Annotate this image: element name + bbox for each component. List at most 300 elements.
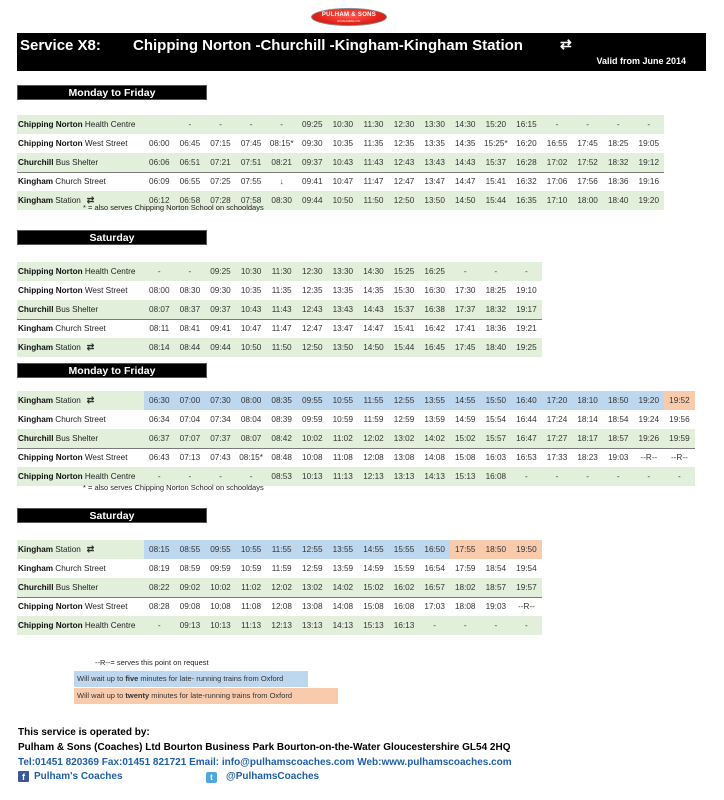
time-cell: 11:13	[328, 467, 359, 486]
time-cell: -	[511, 262, 542, 281]
time-cell: 09:02	[175, 578, 206, 597]
timetable-row	[17, 597, 542, 616]
timetable-row	[17, 616, 542, 635]
time-cell: -	[542, 467, 573, 486]
time-cell: 15:55	[389, 540, 420, 559]
time-cell: 16:54	[419, 559, 450, 578]
time-cell: 06:09	[144, 172, 175, 191]
time-cell: 16:08	[389, 597, 420, 616]
rail-symbol-icon: ⇄	[86, 544, 95, 554]
time-cell: 13:13	[297, 616, 328, 635]
time-cell: -	[634, 467, 665, 486]
time-cell: 12:13	[358, 467, 389, 486]
time-cell: 10:43	[236, 300, 267, 319]
time-cell: -	[175, 467, 206, 486]
time-cell: --R--	[664, 448, 695, 467]
time-cell: 18:25	[481, 281, 512, 300]
time-cell: 19:16	[634, 172, 665, 191]
time-cell: 13:30	[328, 262, 359, 281]
time-cell: 14:47	[358, 319, 389, 338]
time-cell: 09:13	[175, 616, 206, 635]
time-cell: 16:32	[511, 172, 542, 191]
time-cell: 09:25	[297, 115, 328, 134]
time-cell: 11:30	[266, 262, 297, 281]
time-cell: 07:04	[175, 410, 206, 429]
time-cell: ↓	[266, 172, 297, 191]
time-cell: 08:53	[266, 467, 297, 486]
stop-name: Chipping Norton Health Centre	[17, 616, 144, 635]
time-cell: 11:50	[266, 338, 297, 357]
time-cell: 18:36	[603, 172, 634, 191]
time-cell: 15:44	[481, 191, 512, 210]
time-cell: 08:15	[144, 540, 175, 559]
time-cell: 15:54	[481, 410, 512, 429]
time-cell: 08:30	[266, 191, 297, 210]
time-cell: 07:30	[205, 391, 236, 410]
time-cell: 06:55	[175, 172, 206, 191]
timetable-row	[17, 338, 542, 357]
rail-symbol-icon: ⇄	[86, 342, 95, 352]
time-cell: 13:13	[389, 467, 420, 486]
time-cell: 12:43	[389, 153, 420, 172]
time-cell: 09:44	[205, 338, 236, 357]
time-cell: 10:30	[236, 262, 267, 281]
time-cell: 15:59	[389, 559, 420, 578]
operated-by-label: This service is operated by:	[18, 727, 150, 738]
time-cell: 15:37	[389, 300, 420, 319]
time-cell: 09:37	[205, 300, 236, 319]
time-cell: -	[144, 616, 175, 635]
time-cell: 14:02	[419, 429, 450, 448]
school-note: * = also serves Chipping Norton School on schooldays	[83, 203, 264, 212]
time-cell: 15:02	[450, 429, 481, 448]
time-cell: 14:55	[358, 540, 389, 559]
time-cell: 11:35	[358, 134, 389, 153]
wait-twenty-legend: Will wait up to twenty minutes for late-running trains from Oxford	[74, 688, 338, 704]
time-cell: 16:13	[389, 616, 420, 635]
stop-name: Kingham Church Street	[17, 172, 144, 191]
time-cell: 08:14	[144, 338, 175, 357]
time-cell: 17:33	[542, 448, 573, 467]
time-cell: 07:55	[236, 172, 267, 191]
time-cell: 06:45	[175, 134, 206, 153]
time-cell: 10:30	[328, 115, 359, 134]
stop-name: Kingham Church Street	[17, 559, 144, 578]
time-cell: 12:55	[389, 391, 420, 410]
time-cell: 12:47	[389, 172, 420, 191]
time-cell: 15:57	[481, 429, 512, 448]
time-cell: 14:30	[358, 262, 389, 281]
time-cell: 15:08	[358, 597, 389, 616]
outbound-saturday-heading: Saturday	[17, 230, 207, 245]
time-cell: 15:41	[389, 319, 420, 338]
time-cell	[144, 115, 175, 134]
time-cell: 17:03	[419, 597, 450, 616]
time-cell: 11:08	[328, 448, 359, 467]
time-cell: 15:25	[389, 262, 420, 281]
time-cell: 18:40	[603, 191, 634, 210]
time-cell: 14:35	[358, 281, 389, 300]
time-cell: 10:47	[236, 319, 267, 338]
time-cell: 15:25*	[481, 134, 512, 153]
time-cell: 08:48	[266, 448, 297, 467]
time-cell: 11:47	[358, 172, 389, 191]
time-cell: 18:36	[481, 319, 512, 338]
twitter-icon: t	[206, 772, 217, 783]
time-cell: -	[450, 262, 481, 281]
time-cell: 17:52	[572, 153, 603, 172]
stop-name: Chipping Norton Health Centre	[17, 262, 144, 281]
time-cell: 19:21	[511, 319, 542, 338]
time-cell: 09:30	[297, 134, 328, 153]
time-cell: 13:08	[297, 597, 328, 616]
time-cell: 15:13	[450, 467, 481, 486]
time-cell: 10:02	[205, 578, 236, 597]
time-cell: 19:10	[511, 281, 542, 300]
time-cell: 15:37	[481, 153, 512, 172]
time-cell: -	[236, 115, 267, 134]
time-cell: 14:43	[450, 153, 481, 172]
time-cell: 10:55	[328, 391, 359, 410]
time-cell: 07:13	[175, 448, 206, 467]
time-cell: 09:08	[175, 597, 206, 616]
service-number: Service X8:	[20, 37, 101, 54]
time-cell: 16:38	[419, 300, 450, 319]
stop-name: Chipping Norton West Street	[17, 448, 144, 467]
time-cell: 11:43	[266, 300, 297, 319]
time-cell: 16:03	[481, 448, 512, 467]
time-cell: 06:34	[144, 410, 175, 429]
time-cell: 19:50	[511, 540, 542, 559]
time-cell: 19:24	[634, 410, 665, 429]
time-cell: 08:11	[144, 319, 175, 338]
time-cell: 15:41	[481, 172, 512, 191]
stop-name: Chipping Norton Health Centre	[17, 115, 144, 134]
time-cell: 11:35	[266, 281, 297, 300]
time-cell: 08:41	[175, 319, 206, 338]
time-cell: 11:02	[328, 429, 359, 448]
time-cell: 12:02	[358, 429, 389, 448]
valid-from: Valid from June 2014	[596, 56, 686, 66]
logo-text: PULHAM & SONS	[321, 11, 377, 18]
time-cell: -	[572, 115, 603, 134]
stop-name: Chipping Norton West Street	[17, 134, 144, 153]
time-cell: 10:55	[236, 540, 267, 559]
time-cell: 16:30	[419, 281, 450, 300]
stop-name: Churchill Bus Shelter	[17, 153, 144, 172]
time-cell: 17:02	[542, 153, 573, 172]
time-cell: 11:08	[236, 597, 267, 616]
time-cell: 11:50	[358, 191, 389, 210]
time-cell: 18:23	[572, 448, 603, 467]
time-cell: 18:54	[481, 559, 512, 578]
time-cell: 16:45	[419, 338, 450, 357]
route-title: Chipping Norton -Churchill -Kingham-Kingham Station	[133, 37, 523, 54]
time-cell: 10:50	[236, 338, 267, 357]
twitter-link[interactable]: t @PulhamsCoaches	[206, 771, 319, 783]
time-cell: 07:00	[175, 391, 206, 410]
time-cell: 13:50	[328, 338, 359, 357]
time-cell: 15:50	[481, 391, 512, 410]
time-cell: 12:13	[266, 616, 297, 635]
time-cell: -	[511, 616, 542, 635]
time-cell: 07:07	[175, 429, 206, 448]
timetable-row	[17, 134, 664, 153]
time-cell: --R--	[634, 448, 665, 467]
time-cell: 19:52	[664, 391, 695, 410]
time-cell: 11:43	[358, 153, 389, 172]
inbound-saturday-table	[17, 540, 542, 635]
time-cell: 12:08	[266, 597, 297, 616]
time-cell: 13:59	[419, 410, 450, 429]
time-cell: 08:30	[175, 281, 206, 300]
time-cell: 17:20	[542, 391, 573, 410]
time-cell: 06:30	[144, 391, 175, 410]
time-cell: 11:55	[266, 540, 297, 559]
time-cell: -	[205, 115, 236, 134]
time-cell: 10:13	[205, 616, 236, 635]
time-cell: 14:59	[358, 559, 389, 578]
time-cell: 13:47	[419, 172, 450, 191]
time-cell: 13:55	[419, 391, 450, 410]
inbound-weekday-table	[17, 391, 695, 486]
time-cell: 14:13	[328, 616, 359, 635]
time-cell: 13:02	[389, 429, 420, 448]
time-cell: 08:59	[175, 559, 206, 578]
time-cell: 17:45	[572, 134, 603, 153]
time-cell: 13:35	[419, 134, 450, 153]
time-cell: 13:08	[389, 448, 420, 467]
time-cell: -	[419, 616, 450, 635]
stop-name: Kingham Station ⇄	[17, 191, 144, 210]
rail-symbol-icon: ⇄	[560, 36, 572, 52]
time-cell: 08:07	[144, 300, 175, 319]
time-cell: 06:12	[144, 191, 175, 210]
time-cell: 09:41	[205, 319, 236, 338]
time-cell: 19:05	[634, 134, 665, 153]
time-cell: 14:02	[328, 578, 359, 597]
time-cell: 18:40	[481, 338, 512, 357]
time-cell: 18:00	[572, 191, 603, 210]
stop-name: Chipping Norton West Street	[17, 597, 144, 616]
time-cell: 16:08	[481, 467, 512, 486]
time-cell: 14:50	[358, 338, 389, 357]
time-cell: 13:35	[328, 281, 359, 300]
timetable-row	[17, 172, 664, 191]
outbound-weekday-table	[17, 115, 664, 210]
time-cell: 12:35	[389, 134, 420, 153]
school-note: * = also serves Chipping Norton School on schooldays	[83, 483, 264, 492]
time-cell: 19:57	[511, 578, 542, 597]
stop-name: Churchill Bus Shelter	[17, 300, 144, 319]
time-cell: 18:25	[603, 134, 634, 153]
time-cell: 08:15*	[266, 134, 297, 153]
operator-address: Pulham & Sons (Coaches) Ltd Bourton Business Park Bourton-on-the-Water Gloucestershire GL54 2HQ	[18, 742, 511, 753]
time-cell: 06:43	[144, 448, 175, 467]
logo-subtext: (COACHES) LTD.	[337, 18, 361, 23]
timetable-row	[17, 262, 542, 281]
time-cell: 08:35	[266, 391, 297, 410]
time-cell: 19:56	[664, 410, 695, 429]
time-cell: 16:20	[511, 134, 542, 153]
time-cell: 13:55	[328, 540, 359, 559]
time-cell: 08:28	[144, 597, 175, 616]
time-cell: 15:44	[389, 338, 420, 357]
time-cell: 17:55	[450, 540, 481, 559]
time-cell: -	[236, 467, 267, 486]
time-cell: 17:06	[542, 172, 573, 191]
time-cell: 07:58	[236, 191, 267, 210]
time-cell: -	[664, 467, 695, 486]
stop-name: Kingham Station ⇄	[17, 338, 144, 357]
time-cell: 15:20	[481, 115, 512, 134]
timetable-row	[17, 281, 542, 300]
time-cell: 14:59	[450, 410, 481, 429]
wait-five-legend: Will wait up to five minutes for late- running trains from Oxford	[74, 671, 308, 687]
time-cell: 11:02	[236, 578, 267, 597]
time-cell: 16:02	[389, 578, 420, 597]
time-cell: 14:50	[450, 191, 481, 210]
time-cell: 08:07	[236, 429, 267, 448]
time-cell: 18:57	[603, 429, 634, 448]
time-cell: -	[481, 616, 512, 635]
time-cell: 19:03	[481, 597, 512, 616]
stop-name: Kingham Station ⇄	[17, 540, 144, 559]
time-cell: 16:53	[511, 448, 542, 467]
time-cell: 07:15	[205, 134, 236, 153]
time-cell: -	[450, 616, 481, 635]
time-cell: 18:10	[572, 391, 603, 410]
time-cell: -	[144, 467, 175, 486]
time-cell: 11:59	[358, 410, 389, 429]
time-cell: 08:21	[266, 153, 297, 172]
time-cell: 18:32	[481, 300, 512, 319]
time-cell: 06:06	[144, 153, 175, 172]
time-cell: --R--	[511, 597, 542, 616]
time-cell: 14:55	[450, 391, 481, 410]
time-cell: -	[205, 467, 236, 486]
time-cell: 14:43	[358, 300, 389, 319]
time-cell: 13:30	[419, 115, 450, 134]
time-cell: 08:55	[175, 540, 206, 559]
timetable-row	[17, 559, 542, 578]
time-cell: 10:47	[328, 172, 359, 191]
pulham-logo	[311, 8, 387, 26]
time-cell: 13:50	[419, 191, 450, 210]
time-cell: 08:00	[236, 391, 267, 410]
time-cell: 12:47	[297, 319, 328, 338]
time-cell: 08:44	[175, 338, 206, 357]
time-cell: 10:50	[328, 191, 359, 210]
time-cell: 18:02	[450, 578, 481, 597]
facebook-icon: f	[18, 771, 29, 782]
time-cell: 12:50	[297, 338, 328, 357]
time-cell: 11:13	[236, 616, 267, 635]
request-stop-legend: --R--= serves this point on request	[95, 658, 209, 667]
time-cell: 08:00	[144, 281, 175, 300]
time-cell: 14:47	[450, 172, 481, 191]
time-cell: 10:35	[236, 281, 267, 300]
time-cell: 17:10	[542, 191, 573, 210]
time-cell: 06:00	[144, 134, 175, 153]
time-cell: 10:35	[328, 134, 359, 153]
inbound-weekday-heading: Monday to Friday	[17, 363, 207, 378]
time-cell: 19:54	[511, 559, 542, 578]
time-cell: 12:59	[297, 559, 328, 578]
time-cell: 15:13	[358, 616, 389, 635]
time-cell: -	[481, 262, 512, 281]
time-cell: 07:37	[205, 429, 236, 448]
time-cell: 13:59	[328, 559, 359, 578]
time-cell: 18:08	[450, 597, 481, 616]
time-cell: 16:57	[419, 578, 450, 597]
time-cell: 17:30	[450, 281, 481, 300]
timetable-row	[17, 540, 542, 559]
timetable-row	[17, 391, 695, 410]
outbound-weekday-heading: Monday to Friday	[17, 85, 207, 100]
time-cell: 16:47	[511, 429, 542, 448]
time-cell: 12:55	[297, 540, 328, 559]
time-cell: -	[603, 467, 634, 486]
time-cell: -	[572, 467, 603, 486]
time-cell: 19:03	[603, 448, 634, 467]
outbound-saturday-table	[17, 262, 542, 357]
time-cell: 08:19	[144, 559, 175, 578]
time-cell: 16:25	[419, 262, 450, 281]
timetable-row	[17, 115, 664, 134]
stop-name: Chipping Norton Health Centre	[17, 467, 144, 486]
time-cell: 14:30	[450, 115, 481, 134]
time-cell: 08:39	[266, 410, 297, 429]
stop-name: Churchill Bus Shelter	[17, 429, 144, 448]
time-cell: 11:55	[358, 391, 389, 410]
time-cell: 14:13	[419, 467, 450, 486]
time-cell: 17:59	[450, 559, 481, 578]
service-title-bar	[17, 33, 706, 71]
timetable-row	[17, 300, 542, 319]
stop-name: Kingham Church Street	[17, 410, 144, 429]
time-cell: 06:51	[175, 153, 206, 172]
time-cell: 09:30	[205, 281, 236, 300]
time-cell: 09:55	[297, 391, 328, 410]
time-cell: 08:04	[236, 410, 267, 429]
time-cell: 12:30	[389, 115, 420, 134]
time-cell: 13:02	[297, 578, 328, 597]
time-cell: 19:26	[634, 429, 665, 448]
time-cell: 10:08	[297, 448, 328, 467]
time-cell: 17:37	[450, 300, 481, 319]
time-cell: 16:40	[511, 391, 542, 410]
stop-name: Kingham Church Street	[17, 319, 144, 338]
time-cell: 10:59	[236, 559, 267, 578]
stop-name: Kingham Station ⇄	[17, 391, 144, 410]
time-cell: 17:41	[450, 319, 481, 338]
time-cell: 15:30	[389, 281, 420, 300]
facebook-link[interactable]: f Pulham's Coaches	[18, 771, 123, 782]
time-cell: 15:08	[450, 448, 481, 467]
time-cell: 09:59	[205, 559, 236, 578]
time-cell: 08:42	[266, 429, 297, 448]
time-cell: -	[603, 115, 634, 134]
time-cell: 09:37	[297, 153, 328, 172]
time-cell: -	[144, 262, 175, 281]
contact-details[interactable]: Tel:01451 820369 Fax:01451 821721 Email: info@pulhamscoaches.com Web:www.pulhamscoaches.com	[18, 757, 512, 768]
time-cell: 07:21	[205, 153, 236, 172]
rail-symbol-icon: ⇄	[86, 195, 95, 205]
time-cell: 16:44	[511, 410, 542, 429]
time-cell: 10:08	[205, 597, 236, 616]
time-cell: 10:02	[297, 429, 328, 448]
